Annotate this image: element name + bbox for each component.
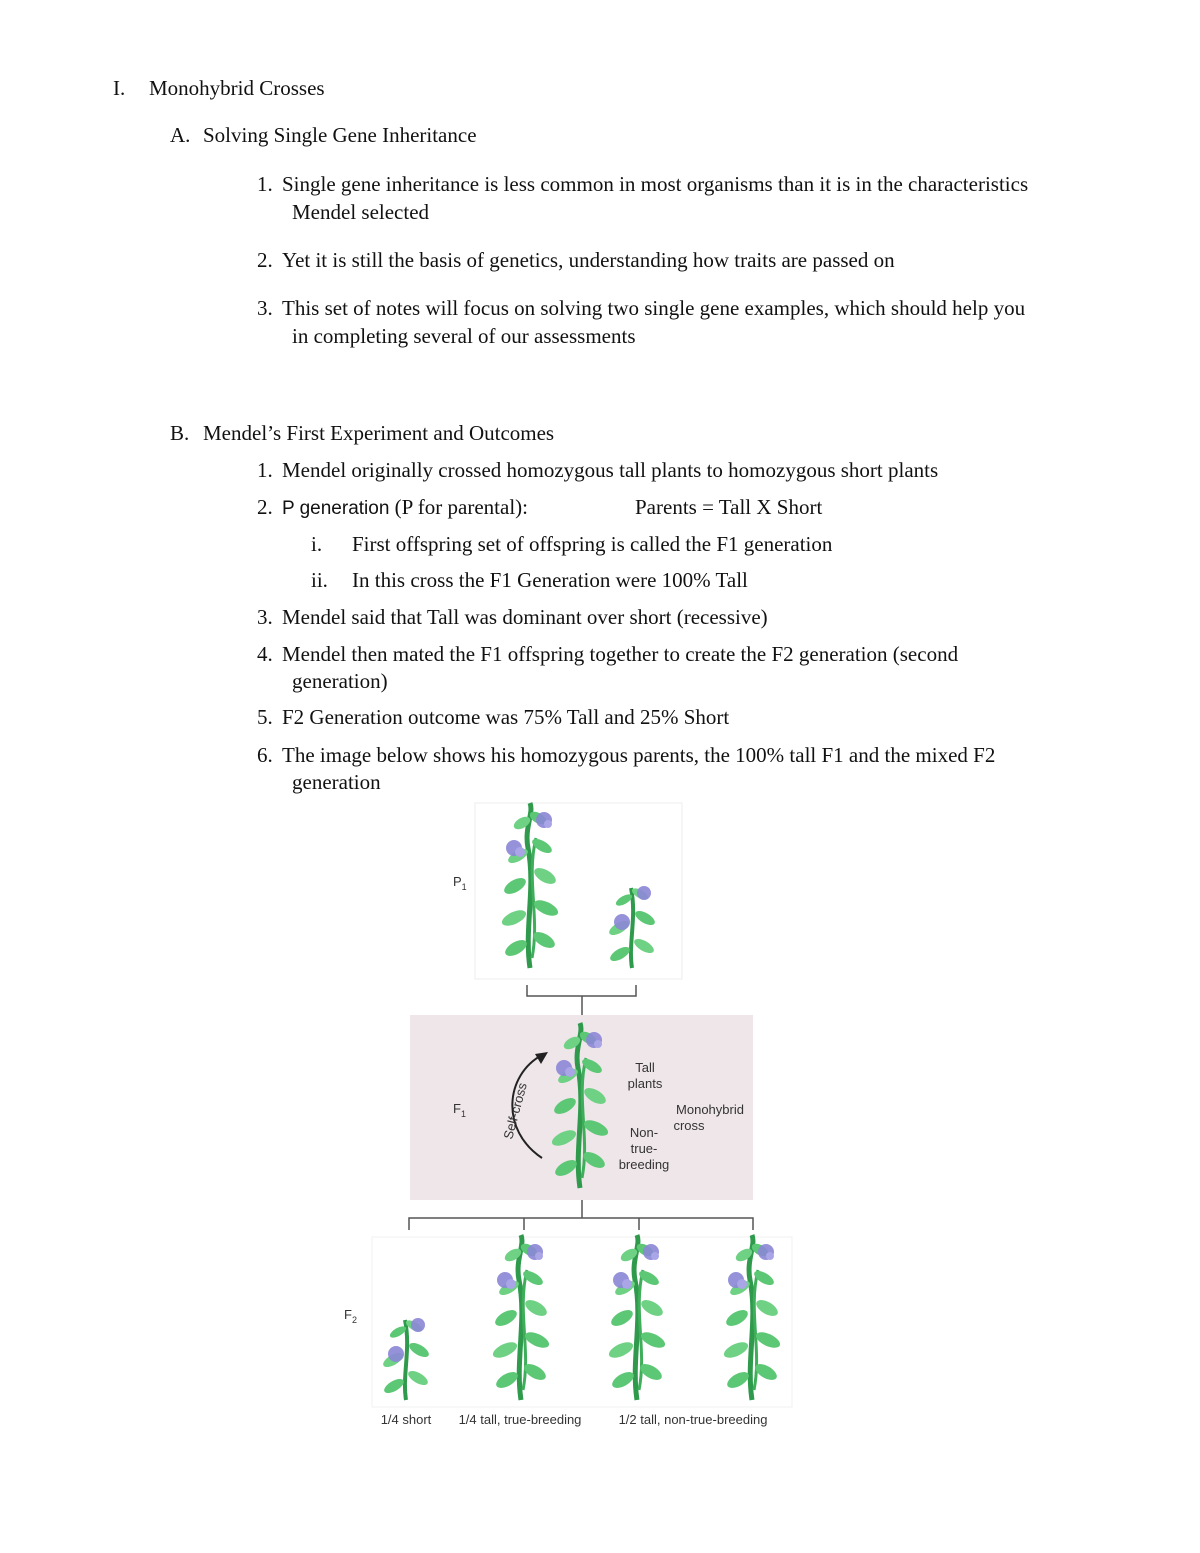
- a-item-3-line2: in completing several of our assessments: [292, 324, 636, 348]
- a-item-2-line1: Yet it is still the basis of genetics, understanding how traits are passed on: [282, 248, 895, 272]
- b-item-3-number: 3.: [257, 605, 273, 629]
- f2-caption-short: 1/4 short: [380, 1412, 432, 1427]
- non-true-label-line2: true-: [630, 1141, 658, 1156]
- b-sub-i-number: i.: [311, 532, 323, 556]
- b-item-4-line1: Mendel then mated the F1 offspring together to create the F2 generation (second: [282, 642, 959, 666]
- a-item-2-number: 2.: [257, 248, 273, 272]
- monohybrid-label-line2: cross: [673, 1118, 705, 1133]
- b-item-4-line2: generation): [292, 669, 388, 693]
- non-true-label-line3: breeding: [618, 1157, 670, 1172]
- p1-label: $P_1$: [453, 874, 467, 892]
- section-A-title: Solving Single Gene Inheritance: [203, 123, 477, 147]
- f2-caption-non-true-breeding: 1/2 tall, non-true-breeding: [618, 1412, 768, 1427]
- a-item-1-line1: Single gene inheritance is less common in most organisms than it is in the characteristics: [282, 172, 1029, 196]
- non-true-label-line1: Non-: [629, 1125, 659, 1140]
- b-item-4-number: 4.: [257, 642, 273, 666]
- b-sub-ii-number: ii.: [311, 568, 328, 592]
- p-generation-note: (P for parental):: [389, 495, 528, 519]
- b-item-1-line1: Mendel originally crossed homozygous tall plants to homozygous short plants: [282, 458, 939, 482]
- b-item-2-number: 2.: [257, 495, 273, 519]
- b-item-6-line2: generation: [292, 770, 381, 794]
- a-item-1-line2: Mendel selected: [292, 200, 430, 224]
- section-B-title: Mendel’s First Experiment and Outcomes: [203, 421, 555, 445]
- b-item-6-number: 6.: [257, 743, 273, 767]
- b-item-5-number: 5.: [257, 705, 273, 729]
- b-item-3-line1: Mendel said that Tall was dominant over short (recessive): [282, 605, 768, 629]
- f2-bracket: [409, 1200, 753, 1230]
- f1-label: $F_1$: [453, 1101, 466, 1119]
- f2-label: $F_2$: [344, 1307, 357, 1325]
- section-B-marker: B.: [170, 421, 190, 445]
- b-item-6-line1: The image below shows his homozygous parents, the 100% tall F1 and the mixed F2: [282, 743, 996, 767]
- a-item-3-number: 3.: [257, 296, 273, 320]
- tall-plants-label-line1: Tall: [635, 1060, 655, 1075]
- tall-plants-label-line2: plants: [627, 1076, 663, 1091]
- p-generation-term: P generation: [282, 498, 390, 519]
- f2-caption-true-breeding: 1/4 tall, true-breeding: [458, 1412, 582, 1427]
- b-sub-i-text: First offspring set of offspring is called the F1 generation: [352, 532, 833, 556]
- section-I-marker: I.: [113, 76, 126, 100]
- p1-bracket: [527, 985, 636, 1015]
- b-sub-ii-text: In this cross the F1 Generation were 100% Tall: [352, 568, 748, 592]
- self-cross-label: Self-cross: [500, 1081, 530, 1141]
- a-item-3-line1: This set of notes will focus on solving two single gene examples, which should help you: [282, 296, 1026, 320]
- b-item-2-parents: Parents = Tall X Short: [635, 495, 823, 519]
- b-item-5-line1: F2 Generation outcome was 75% Tall and 25% Short: [282, 705, 730, 729]
- monohybrid-label-line1: Monohybrid: [676, 1102, 744, 1117]
- section-I-title: Monohybrid Crosses: [149, 76, 325, 100]
- b-item-1-number: 1.: [257, 458, 273, 482]
- a-item-1-number: 1.: [257, 172, 273, 196]
- section-A-marker: A.: [170, 123, 191, 147]
